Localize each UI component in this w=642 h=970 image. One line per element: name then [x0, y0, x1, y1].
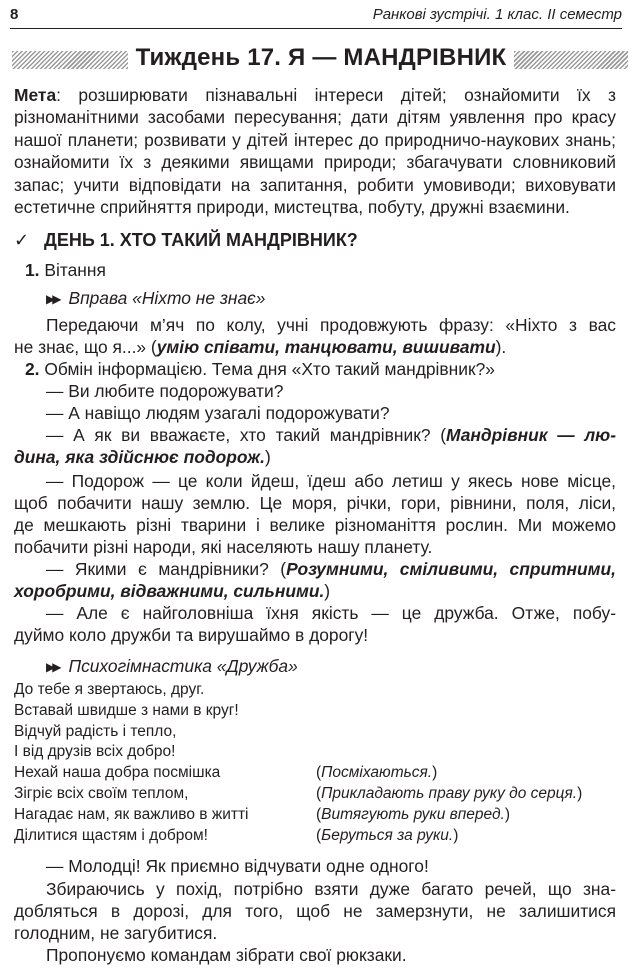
checkmark-icon: ✓: [14, 230, 30, 250]
section-2-text: Обмін інформацією. Тема дня «Хто такий мандрівник?»: [44, 359, 495, 379]
stage-direction: (Беруться за руки.): [316, 826, 459, 844]
page-title-text: Тиждень 17. Я — МАНДРІВНИК: [128, 44, 515, 71]
exercise-1-heading: [46, 287, 642, 310]
exercise-2-heading: [46, 655, 642, 678]
goal-paragraph: [14, 84, 616, 218]
question-3-line-1: [46, 424, 616, 446]
stage-direction: (Витягують руки вперед.): [316, 805, 511, 823]
goal-text: : розширювати пізнавальні інтереси дітей; ознайомити їх з різноманітними засобами пересування; дати дітям уявлення про красу нашої планети; розвивати у дітей інтерес до природничо-наукових знань; ознайомити їх з деякими явищами природи; збагачувати словниковий запас; учити відповідати на запитання, робити умовиводи; виховувати естетичне сприйняття природи, мистецтва, побуту, дружні взаємини.: [14, 85, 616, 218]
closing-line-2: Збираючись у похід, потрібно взяти дуже багато речей, що зна-: [46, 879, 616, 899]
poem-line: Нагадає нам, як важливо в житті: [14, 805, 249, 823]
section-2: [25, 358, 627, 380]
section-1-number: 1.: [25, 260, 40, 280]
poem-line: До тебе я звертаюсь, друг.: [14, 681, 205, 698]
answer-line-2: щоб побачити нашу землю. Це моря, річки, гори, рівнини, поля, ліси,: [14, 493, 616, 513]
question-4-text: — Якими є мандрівники? (: [46, 559, 287, 579]
day-title: ДЕНЬ 1. ХТО ТАКИЙ МАНДРІВНИК?: [44, 230, 358, 250]
poem-line: Відчуй радість і тепло,: [14, 722, 177, 740]
section-2-number: 2.: [25, 359, 40, 379]
exercise-1-answer: умію співати, танцювати, вишивати: [156, 337, 496, 357]
double-arrow-icon: ▶▶: [46, 660, 59, 674]
exercise-2-title: Психогімнастика «Дружба»: [68, 656, 298, 676]
exercise-1-line-1: Передаючи м’яч по колу, учні продовжують фразу: «Ніхто з вас: [46, 315, 616, 335]
question-3-close: ): [264, 447, 271, 467]
double-arrow-icon: ▶▶: [46, 292, 59, 306]
poem-line: Нехай наша добра посмішка: [14, 764, 221, 782]
closing-line-3: добляться в дорозі, для того, щоб не замерзнути, не залишитися: [14, 901, 616, 921]
closing-line-1: — Молодці! Як приємно відчувати одне одного!: [46, 856, 429, 876]
closing-line-5: Пропонуємо командам зібрати свої рюкзаки.: [46, 945, 407, 965]
question-3-answer-part-2: дина, яка здійснює подорож.: [14, 447, 265, 467]
goal-label: Мета: [14, 85, 57, 105]
question-4-answer-part-1: Розумними, сміливими, спритними,: [286, 559, 616, 579]
stage-direction-text: Посміхаються.: [321, 764, 433, 782]
page-header: [10, 6, 622, 29]
section-1-text: Вітання: [44, 260, 106, 280]
question-4-line-2: [14, 580, 616, 602]
question-1: — Ви любите подорожувати?: [46, 381, 284, 401]
section-1: [25, 259, 627, 281]
question-2: — А навіщо людям узагалі подорожувати?: [46, 403, 390, 423]
poem-line: Зігріє всіх своїм теплом,: [14, 784, 189, 802]
closing-line-4: голодним, не загубитися.: [14, 923, 218, 943]
exercise-1-line-2: [14, 336, 616, 358]
poem-line: І від друзів всіх добро!: [14, 743, 176, 761]
friendship-line-2: дуймо коло дружби та вирушаймо в дорогу!: [14, 625, 369, 645]
question-3-line-2: [14, 446, 616, 468]
poem-line: Вставай швидше з нами в круг!: [14, 701, 239, 719]
friendship-line-1: — Але є найголовніша їхня якість — це дружба. Отже, побу-: [46, 603, 616, 623]
page-title: [0, 44, 642, 72]
stage-direction-text: Прикладають праву руку до серця.: [321, 784, 578, 802]
exercise-1-line-2-end: ).: [495, 337, 507, 357]
question-4-close: ): [324, 581, 331, 601]
answer-line-4: побачити різні народи, які населяють нашу планету.: [14, 537, 433, 557]
question-3-text: — А як ви вважаєте, хто такий мандрівник? (: [46, 425, 447, 445]
poem-line: Ділитися щастям і добром!: [14, 826, 208, 844]
page-number: 8: [10, 6, 19, 23]
running-title: Ранкові зустрічі. 1 клас. ІІ семестр: [372, 6, 622, 23]
question-3-answer-part-1: Мандрівник — лю-: [446, 425, 616, 445]
question-4-line-1: [46, 558, 616, 580]
stage-direction: (Прикладають праву руку до серця.): [316, 784, 583, 802]
day-heading: [14, 230, 358, 251]
answer-line-1: — Подорож — це коли йдеш, їдеш або летиш у якесь нове місце,: [46, 471, 616, 491]
stage-direction: (Посміхаються.): [316, 764, 438, 782]
exercise-1-title: Вправа «Ніхто не знає»: [68, 288, 266, 308]
stage-direction-text: Витягують руки вперед.: [321, 805, 505, 823]
exercise-1-line-2-start: не знає, що я...» (: [14, 337, 157, 357]
answer-line-3: де мешкають різні тварини і велике різноманіття рослин. Ми можемо: [14, 515, 616, 535]
stage-direction-text: Беруться за руки.: [321, 826, 454, 844]
question-4-answer-part-2: хоробрими, відважними, сильними.: [14, 581, 325, 601]
